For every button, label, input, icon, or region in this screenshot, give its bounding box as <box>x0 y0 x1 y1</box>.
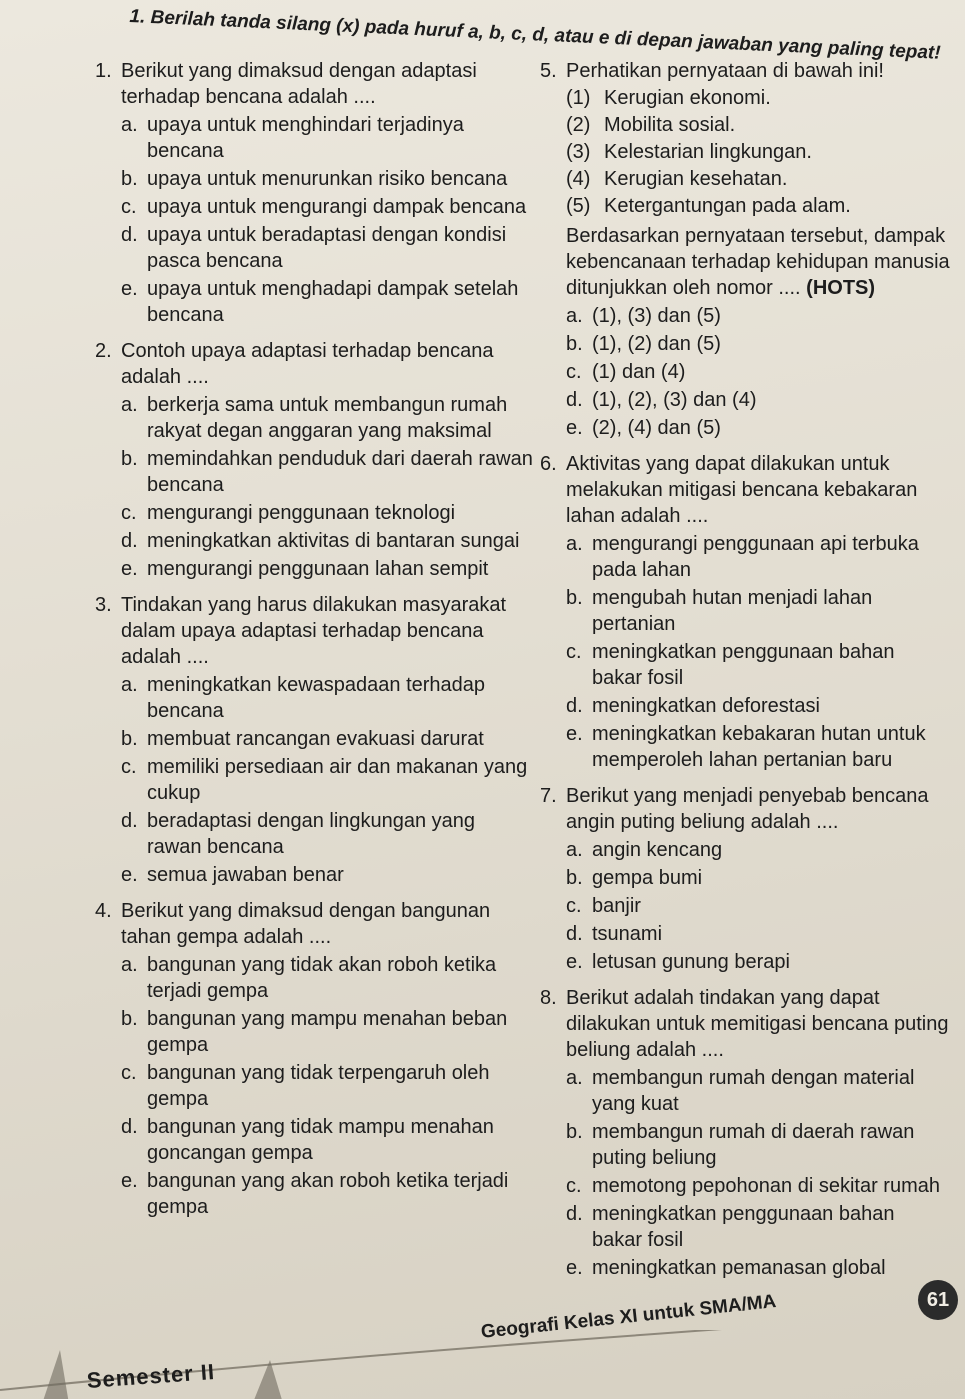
option-c[interactable]: c. memiliki persediaan air dan makanan yang cukup <box>121 756 528 804</box>
question-8 <box>540 985 950 1281</box>
question-2 <box>95 338 535 582</box>
question-stem: Tindakan yang harus dilakukan masyarakat dalam upaya adaptasi terhadap bencana adalah .... <box>121 594 507 668</box>
question-number: 6. <box>540 453 557 475</box>
question-stem: Perhatikan pernyataan di bawah ini! <box>566 60 884 82</box>
question-stem: Berikut yang dimaksud dengan adaptasi terhadap bencana adalah .... <box>121 60 477 108</box>
option-e[interactable]: e. (2), (4) dan (5) <box>566 417 721 439</box>
semester-label: Semester II <box>86 1359 216 1393</box>
option-d[interactable]: d. (1), (2), (3) dan (4) <box>566 389 757 411</box>
option-c[interactable]: c. upaya untuk mengurangi dampak bencana <box>121 196 527 218</box>
option-a[interactable]: a. (1), (3) dan (5) <box>566 305 721 327</box>
option-c[interactable]: c. meningkatkan penggunaan bahan bakar fosil <box>566 641 895 689</box>
question-stem: Berikut adalah tindakan yang dapat dilakukan untuk memitigasi bencana puting beliung adalah .... <box>566 987 949 1061</box>
option-a[interactable]: a. bangunan yang tidak akan roboh ketika terjadi gempa <box>121 954 497 1002</box>
option-a[interactable]: a. berkerja sama untuk membangun rumah rakyat degan anggaran yang maksimal <box>121 394 508 442</box>
statement-list <box>566 85 950 219</box>
option-e[interactable]: e. meningkatkan kebakaran hutan untuk memperoleh lahan pertanian baru <box>566 723 926 771</box>
option-b[interactable]: b. mengubah hutan menjadi lahan pertanian <box>566 587 873 635</box>
option-d[interactable]: d. meningkatkan penggunaan bahan bakar fosil <box>566 1203 895 1251</box>
question-number: 4. <box>95 900 112 922</box>
question-number: 1. <box>95 60 112 82</box>
option-e[interactable]: e. bangunan yang akan roboh ketika terjadi gempa <box>121 1170 509 1218</box>
option-a[interactable]: a. angin kencang <box>566 839 723 861</box>
option-d[interactable]: d. bangunan yang tidak mampu menahan goncangan gempa <box>121 1116 494 1164</box>
option-b[interactable]: b. gempa bumi <box>566 867 703 889</box>
question-stem: Berikut yang dimaksud dengan bangunan tahan gempa adalah .... <box>121 900 491 948</box>
question-note: Berdasarkan pernyataan tersebut, dampak kebencanaan terhadap kehidupan manusia ditunjukkan oleh nomor .... (HOTS) <box>566 225 950 299</box>
option-d[interactable]: d. meningkatkan deforestasi <box>566 695 820 717</box>
option-e[interactable]: e. letusan gunung berapi <box>566 951 790 973</box>
option-e[interactable]: e. meningkatkan pemanasan global <box>566 1257 886 1279</box>
question-stem: Contoh upaya adaptasi terhadap bencana adalah .... <box>121 340 494 388</box>
option-e[interactable]: e. upaya untuk menghadapi dampak setelah bencana <box>121 278 519 326</box>
statement-item: (5) Ketergantungan pada alam. <box>566 195 851 217</box>
question-1 <box>95 58 535 328</box>
option-a[interactable]: a. membangun rumah dengan material yang kuat <box>566 1067 915 1115</box>
hots-badge: (HOTS) <box>806 277 876 299</box>
option-b[interactable]: b. membuat rancangan evakuasi darurat <box>121 728 484 750</box>
question-5 <box>540 58 950 441</box>
page-number-badge: 61 <box>918 1280 958 1320</box>
option-c[interactable]: c. banjir <box>566 895 641 917</box>
option-b[interactable]: b. membangun rumah di daerah rawan puting beliung <box>566 1121 915 1169</box>
question-4 <box>95 898 535 1220</box>
question-number: 3. <box>95 594 112 616</box>
question-number: 7. <box>540 785 557 807</box>
option-d[interactable]: d. tsunami <box>566 923 663 945</box>
statement-item: (1) Kerugian ekonomi. <box>566 87 771 109</box>
question-number: 5. <box>540 60 557 82</box>
option-e[interactable]: e. semua jawaban benar <box>121 864 344 886</box>
option-b[interactable]: b. memindahkan penduduk dari daerah rawan bencana <box>121 448 533 496</box>
statement-item: (3) Kelestarian lingkungan. <box>566 141 812 163</box>
option-c[interactable]: c. mengurangi penggunaan teknologi <box>121 502 456 524</box>
question-7 <box>540 783 950 975</box>
statement-item: (2) Mobilita sosial. <box>566 114 736 136</box>
question-6 <box>540 451 950 773</box>
option-a[interactable]: a. meningkatkan kewaspadaan terhadap bencana <box>121 674 486 722</box>
question-stem: Berikut yang menjadi penyebab bencana angin puting beliung adalah .... <box>566 785 929 833</box>
book-title: Geografi Kelas XI untuk SMA/MA <box>480 1290 778 1343</box>
left-column <box>95 58 535 1230</box>
question-stem: Aktivitas yang dapat dilakukan untuk melakukan mitigasi bencana kebakaran lahan adalah .... <box>566 453 918 527</box>
option-a[interactable]: a. mengurangi penggunaan api terbuka pada lahan <box>566 533 919 581</box>
option-d[interactable]: d. beradaptasi dengan lingkungan yang rawan bencana <box>121 810 476 858</box>
option-c[interactable]: c. bangunan yang tidak terpengaruh oleh gempa <box>121 1062 490 1110</box>
question-number: 8. <box>540 987 557 1009</box>
question-number: 2. <box>95 340 112 362</box>
option-a[interactable]: a. upaya untuk menghindari terjadinya bencana <box>121 114 464 162</box>
statement-item: (4) Kerugian kesehatan. <box>566 168 788 190</box>
instruction-header: 1. Berilah tanda silang (x) pada huruf a, b, c, d, atau e di depan jawaban yang paling tepat! <box>129 6 942 64</box>
option-d[interactable]: d. meningkatkan aktivitas di bantaran sungai <box>121 530 520 552</box>
option-e[interactable]: e. mengurangi penggunaan lahan sempit <box>121 558 489 580</box>
option-b[interactable]: b. (1), (2) dan (5) <box>566 333 721 355</box>
option-b[interactable]: b. bangunan yang mampu menahan beban gempa <box>121 1008 508 1056</box>
option-c[interactable]: c. memotong pepohonan di sekitar rumah <box>566 1175 940 1197</box>
option-b[interactable]: b. upaya untuk menurunkan risiko bencana <box>121 168 508 190</box>
question-3 <box>95 592 535 888</box>
option-d[interactable]: d. upaya untuk beradaptasi dengan kondisi pasca bencana <box>121 224 507 272</box>
option-c[interactable]: c. (1) dan (4) <box>566 361 686 383</box>
right-column <box>540 58 950 1291</box>
